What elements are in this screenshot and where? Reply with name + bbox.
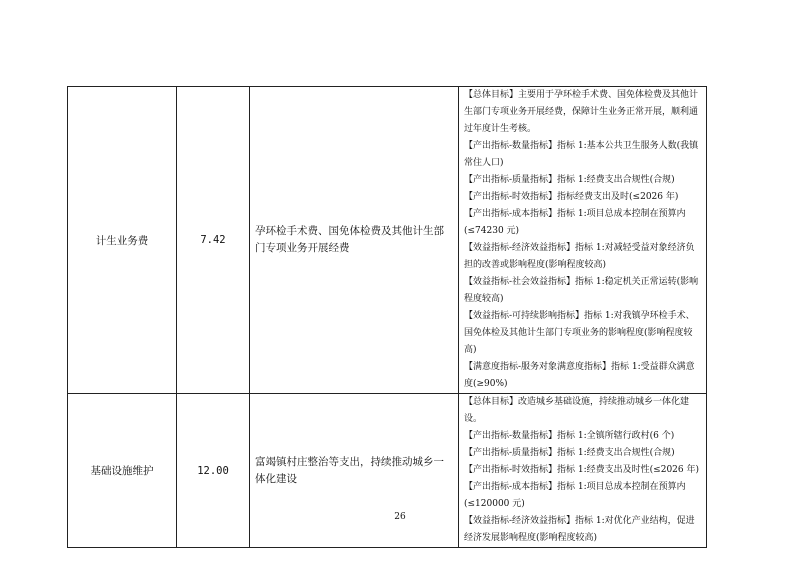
amount-cell: 12.00 [177,394,250,548]
project-name-cell: 基础设施维护 [68,394,177,548]
goal-line: 【总体目标】主要用于孕环检手术费、国免体检费及其他计生部门专项业务开展经费，保障计生业务正常开展，顺利通过年度计生考核。 [464,90,699,134]
budget-table [67,86,707,548]
goal-line: 【效益指标-社会效益指标】指标 1:稳定机关正常运转(影响程度较高) [464,277,699,304]
goal-line: 【产出指标-时效指标】指标 1:经费支出及时性(≤2026 年)【产出指标-成本指标】指标 1:项目总成本控制在预算内(≤120000 元) [464,465,699,509]
goal-line: 【产出指标-成本指标】指标 1:项目总成本控制在预算内(≤74230 元) [464,209,686,236]
project-name-cell: 计生业务费 [68,87,177,394]
goal-line: 【效益指标-经济效益指标】指标 1:对优化产业结构，促进经济发展影响程度(影响程度较高) [464,516,695,543]
table-row [68,87,707,394]
goal-line: 【效益指标-可持续影响指标】指标 1:对我镇孕环检手术、国免体检及其他计生部门专项业务的影响程度(影响程度较高) [464,311,695,355]
goal-line: 【产出指标-质量指标】指标 1:经费支出合规性(合规) [464,448,675,458]
performance-goals-cell [459,394,707,548]
table-row [68,394,707,548]
goal-line: 【产出指标-时效指标】指标经费支出及时(≤2026 年) [464,192,679,202]
amount-cell: 7.42 [177,87,250,394]
page-number: 26 [394,512,406,522]
goal-line: 【满意度指标-服务对象满意度指标】指标 1:受益群众满意度(≥90%) [464,362,695,389]
goal-line: 【总体目标】改造城乡基础设施，持续推动城乡一体化建设。 [464,397,690,424]
goal-line: 【产出指标-数量指标】指标 1:全镇所辖行政村(6 个) [464,431,675,441]
project-description-cell: 孕环检手术费、国免体检费及其他计生部门专项业务开展经费 [250,87,459,394]
goal-line: 【产出指标-数量指标】指标 1:基本公共卫生服务人数(我镇常住人口) [464,141,699,168]
goal-line: 【效益指标-经济效益指标】指标 1:对减轻受益对象经济负担的改善或影响程度(影响程度较高) [464,243,695,270]
goal-line: 【产出指标-质量指标】指标 1:经费支出合规性(合规) [464,175,675,185]
performance-goals-cell [459,87,707,394]
project-description-cell: 富竭镇村庄整治等支出，持续推动城乡一体化建设 [250,394,459,548]
